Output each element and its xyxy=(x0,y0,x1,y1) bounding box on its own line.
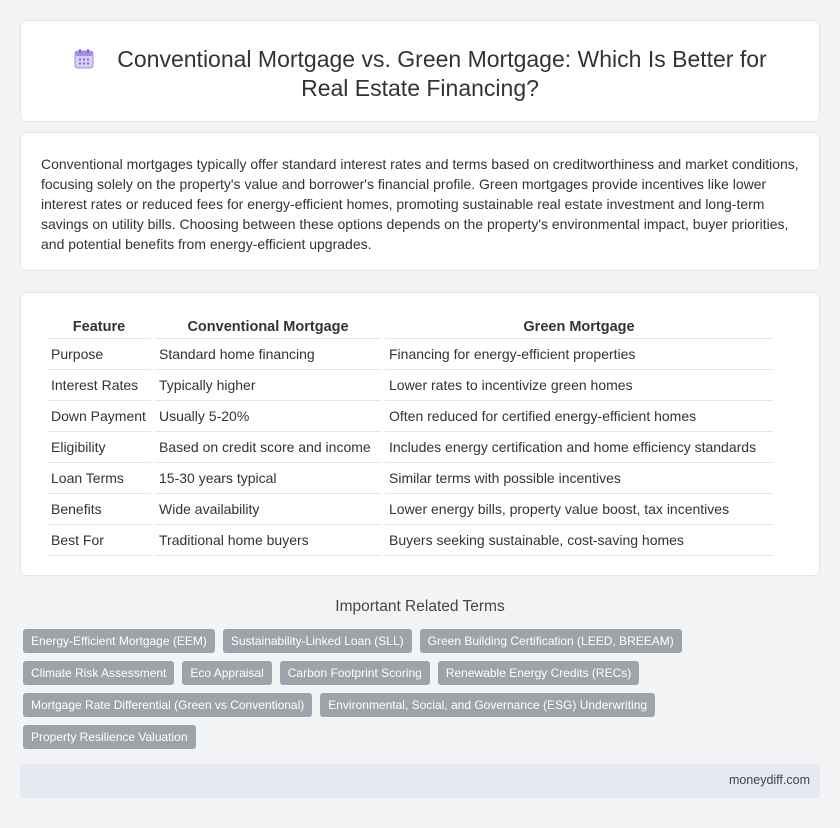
green-cell: Lower rates to incentivize green homes xyxy=(385,370,773,401)
title-text: Conventional Mortgage vs. Green Mortgage: Which Is Better for Real Estate Financing? xyxy=(117,46,767,101)
conventional-cell: Wide availability xyxy=(155,494,381,525)
footer xyxy=(20,764,820,798)
tag-renewable-energy-credits[interactable]: Renewable Energy Credits (RECs) xyxy=(438,661,639,685)
table-row xyxy=(47,463,773,494)
feature-cell: Purpose xyxy=(47,339,151,370)
related-terms-title: Important Related Terms xyxy=(335,598,505,615)
green-cell: Financing for energy-efficient properties xyxy=(385,339,773,370)
conventional-cell: 15-30 years typical xyxy=(155,463,381,494)
feature-cell: Loan Terms xyxy=(47,463,151,494)
table-row xyxy=(47,339,773,370)
green-cell: Lower energy bills, property value boost, tax incentives xyxy=(385,494,773,525)
green-cell: Often reduced for certified energy-efficient homes xyxy=(385,401,773,432)
title-card xyxy=(20,20,820,122)
comparison-card xyxy=(20,292,820,576)
table-row xyxy=(47,494,773,525)
header-conventional: Conventional Mortgage xyxy=(155,313,381,339)
footer-site-link[interactable]: moneydiff.com xyxy=(728,773,810,787)
tag-eco-appraisal[interactable]: Eco Appraisal xyxy=(182,661,271,685)
tag-mortgage-rate-differential[interactable]: Mortgage Rate Differential (Green vs Conventional) xyxy=(23,693,312,717)
intro-paragraph: Conventional mortgages typically offer standard interest rates and terms based on creditworthiness and market conditions, focusing solely on the property's value and borrower's financial profile. Green mortgages provide incentives like lower interest rates or reduced fees for energy-efficient homes, promoting sustainable real estate investment and long-term savings on utility bills. Choosing between these options depends on the property's environmental impact, buyer priorities, and potential benefits from energy-efficient upgrades. xyxy=(41,156,799,252)
green-cell: Similar terms with possible incentives xyxy=(385,463,773,494)
table-row xyxy=(47,432,773,463)
feature-cell: Interest Rates xyxy=(47,370,151,401)
tag-esg-underwriting[interactable]: Environmental, Social, and Governance (ESG) Underwriting xyxy=(320,693,655,717)
comparison-table xyxy=(43,313,777,556)
feature-cell: Benefits xyxy=(47,494,151,525)
table-header-row xyxy=(47,313,773,339)
green-cell: Includes energy certification and home efficiency standards xyxy=(385,432,773,463)
table-row xyxy=(47,370,773,401)
table-row xyxy=(47,401,773,432)
feature-cell: Best For xyxy=(47,525,151,556)
green-cell: Buyers seeking sustainable, cost-saving homes xyxy=(385,525,773,556)
tag-climate-risk-assessment[interactable]: Climate Risk Assessment xyxy=(23,661,174,685)
page-title xyxy=(21,45,819,103)
conventional-cell: Standard home financing xyxy=(155,339,381,370)
conventional-cell: Usually 5-20% xyxy=(155,401,381,432)
calendar-icon xyxy=(73,48,95,70)
tag-carbon-footprint-scoring[interactable]: Carbon Footprint Scoring xyxy=(280,661,430,685)
header-green: Green Mortgage xyxy=(385,313,773,339)
related-terms-tags xyxy=(23,629,683,749)
feature-cell: Eligibility xyxy=(47,432,151,463)
feature-cell: Down Payment xyxy=(47,401,151,432)
tag-green-building-certification[interactable]: Green Building Certification (LEED, BREEAM) xyxy=(420,629,682,653)
conventional-cell: Traditional home buyers xyxy=(155,525,381,556)
header-feature: Feature xyxy=(47,313,151,339)
intro-card xyxy=(20,132,820,271)
tag-eem[interactable]: Energy-Efficient Mortgage (EEM) xyxy=(23,629,215,653)
conventional-cell: Typically higher xyxy=(155,370,381,401)
table-row xyxy=(47,525,773,556)
tag-property-resilience-valuation[interactable]: Property Resilience Valuation xyxy=(23,725,196,749)
conventional-cell: Based on credit score and income xyxy=(155,432,381,463)
tag-sll[interactable]: Sustainability-Linked Loan (SLL) xyxy=(223,629,412,653)
